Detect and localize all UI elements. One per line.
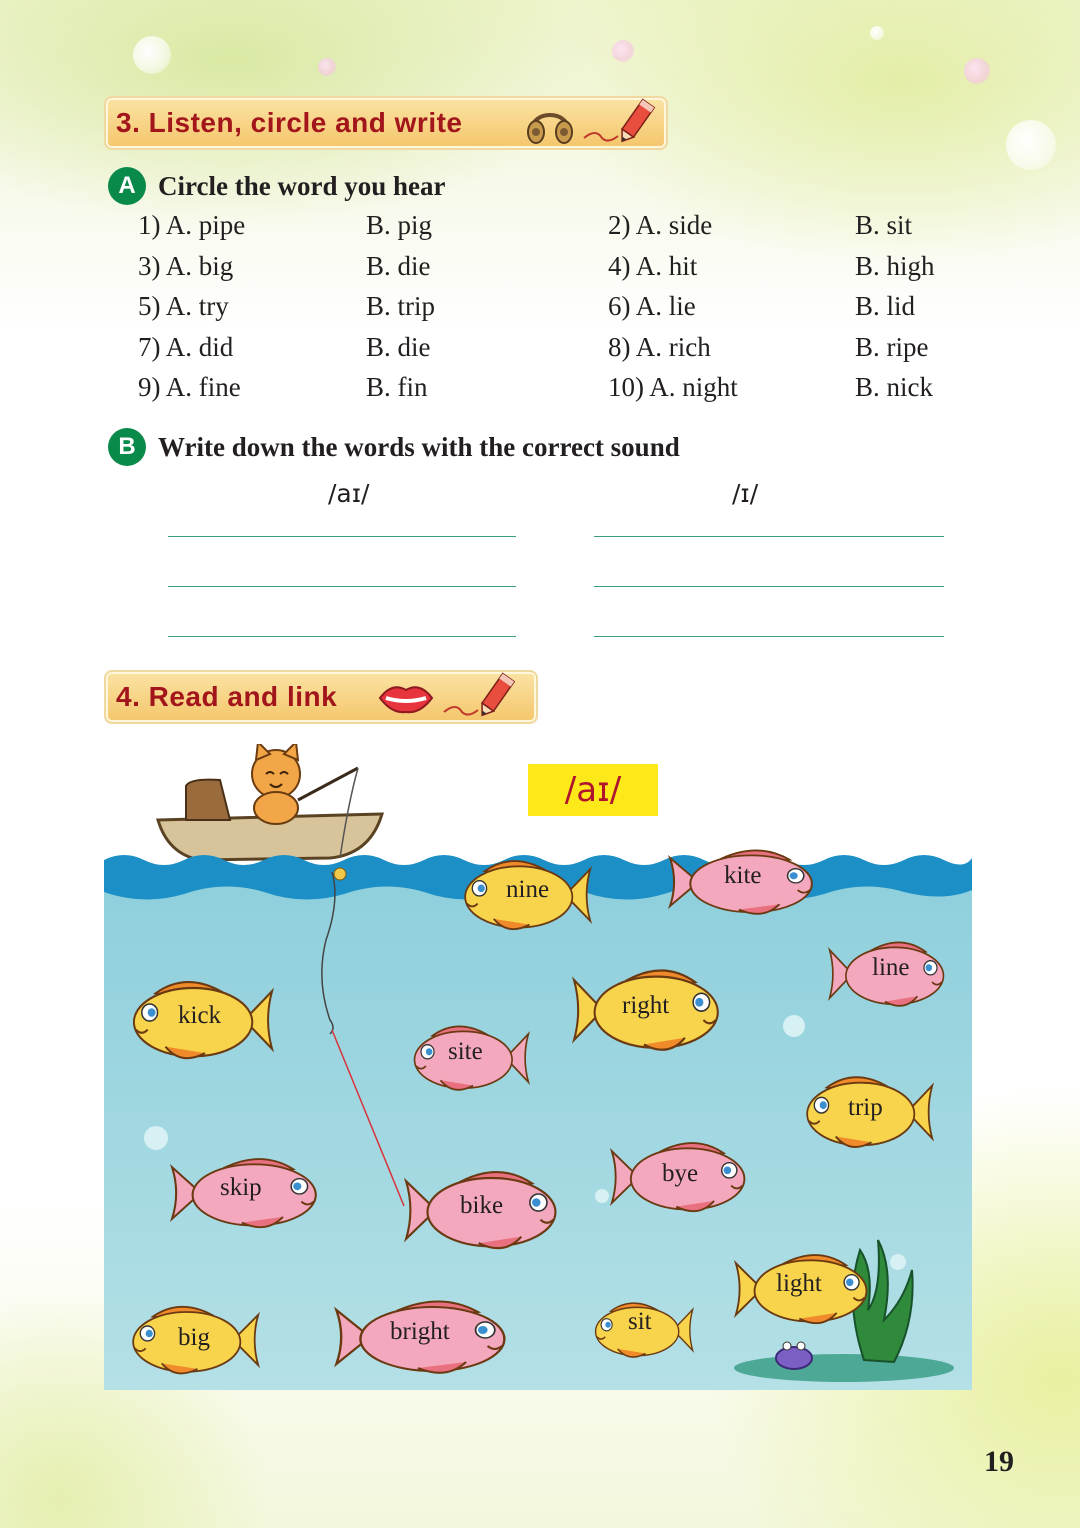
- answer-line-i[interactable]: [594, 586, 944, 587]
- fish-right[interactable]: [572, 960, 726, 1060]
- choice-3a[interactable]: 3) A. big: [138, 250, 234, 281]
- bubble-decoration: [964, 58, 990, 84]
- fish-bike[interactable]: [404, 1162, 564, 1258]
- choice-10a[interactable]: 10) A. night: [608, 372, 738, 402]
- fish-word: kite: [724, 862, 762, 889]
- choice-10b[interactable]: B. nick: [855, 372, 933, 402]
- bubble-decoration: [870, 26, 884, 40]
- sound-heading-ai: /aɪ/: [328, 479, 370, 508]
- fish-word: kick: [178, 1002, 222, 1029]
- fish-big[interactable]: [126, 1298, 260, 1382]
- section-4-header: [104, 670, 538, 724]
- fish-word: big: [178, 1324, 210, 1351]
- fish-trip[interactable]: [800, 1068, 934, 1156]
- choice-5a[interactable]: 5) A. try: [138, 291, 229, 321]
- choice-7a[interactable]: 7) A. did: [138, 331, 234, 362]
- choice-2a[interactable]: 2) A. side: [608, 210, 713, 240]
- fish-line[interactable]: [828, 934, 950, 1014]
- pencil-icon: [582, 98, 662, 146]
- choice-4b[interactable]: B. high: [855, 250, 935, 281]
- bubble-decoration: [1006, 120, 1056, 170]
- part-a-badge: A: [108, 167, 146, 205]
- fish-word: trip: [848, 1094, 883, 1121]
- choice-7b[interactable]: B. die: [366, 331, 431, 362]
- fish-site[interactable]: [408, 1018, 530, 1098]
- fish-bye[interactable]: [610, 1134, 752, 1220]
- choice-4a[interactable]: 4) A. hit: [608, 250, 698, 281]
- answer-line-ai[interactable]: [168, 536, 516, 537]
- fish-kite[interactable]: [668, 842, 820, 922]
- choice-2b[interactable]: B. sit: [855, 210, 913, 240]
- fish-word: light: [776, 1270, 822, 1297]
- pencil-icon: [442, 672, 522, 720]
- fish-word: sit: [628, 1308, 652, 1335]
- fish-skip[interactable]: [170, 1150, 324, 1236]
- choice-1b[interactable]: B. pig: [366, 210, 433, 240]
- target-sound-box: /aɪ/: [528, 764, 658, 816]
- choice-1a[interactable]: 1) A. pipe: [138, 210, 246, 240]
- choice-9b[interactable]: B. fin: [366, 372, 428, 402]
- fish-word: nine: [506, 876, 550, 903]
- answer-line-i[interactable]: [594, 636, 944, 637]
- part-b-instruction: Write down the words with the correct sound: [158, 431, 680, 462]
- choice-row: [138, 210, 958, 251]
- choice-5b[interactable]: B. trip: [366, 291, 436, 321]
- fish-word: site: [448, 1038, 483, 1065]
- fish-word: bye: [662, 1160, 699, 1187]
- choice-row: [138, 372, 958, 413]
- answer-line-ai[interactable]: [168, 586, 516, 587]
- fish-word: bright: [390, 1318, 450, 1345]
- choice-3b[interactable]: B. die: [366, 250, 431, 281]
- choice-row: [138, 251, 958, 292]
- fish-word: skip: [220, 1174, 262, 1201]
- bubble-decoration: [612, 40, 634, 62]
- answer-line-ai[interactable]: [168, 636, 516, 637]
- choice-grid: [138, 210, 958, 413]
- fish-nine[interactable]: [458, 852, 592, 938]
- choice-6b[interactable]: B. lid: [855, 291, 916, 321]
- choice-6a[interactable]: 6) A. lie: [608, 291, 696, 321]
- cat-in-boat-icon: [150, 744, 390, 864]
- choice-9a[interactable]: 9) A. fine: [138, 372, 241, 402]
- fish-word: line: [872, 954, 910, 981]
- headphones-icon: [524, 100, 576, 148]
- bubble-decoration: [133, 36, 171, 74]
- choice-row: [138, 332, 958, 373]
- section-3-title: 3. Listen, circle and write: [116, 107, 463, 138]
- part-b-badge: B: [108, 428, 146, 466]
- choice-8b[interactable]: B. ripe: [855, 331, 929, 362]
- bubble-decoration: [318, 58, 336, 76]
- lips-icon: [378, 680, 434, 716]
- fish-word: bike: [460, 1192, 504, 1219]
- section-4-title: 4. Read and link: [116, 681, 338, 712]
- choice-8a[interactable]: 8) A. rich: [608, 331, 711, 362]
- sound-heading-i: /ɪ/: [732, 479, 759, 508]
- fish-kick[interactable]: [126, 972, 274, 1068]
- part-b-heading: [108, 428, 680, 466]
- part-a-instruction: Circle the word you hear: [158, 170, 446, 201]
- answer-line-i[interactable]: [594, 536, 944, 537]
- section-3-header: [104, 96, 668, 150]
- fish-word: right: [622, 992, 670, 1019]
- fish-sit[interactable]: [590, 1296, 694, 1364]
- part-a-heading: [108, 167, 445, 205]
- choice-row: [138, 291, 958, 332]
- fish-bright[interactable]: [334, 1292, 514, 1382]
- fish-light[interactable]: [734, 1246, 874, 1332]
- page-number: 19: [984, 1445, 1014, 1478]
